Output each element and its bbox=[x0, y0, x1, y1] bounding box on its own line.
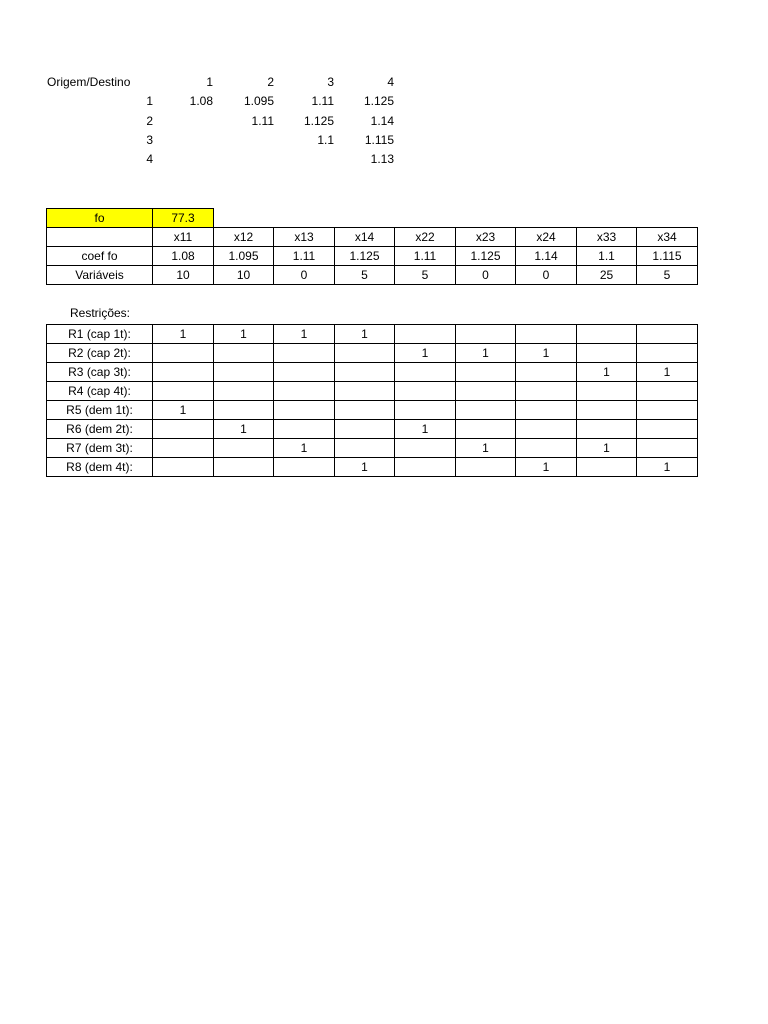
matrix-row-label: 2 bbox=[146, 114, 153, 128]
constraint-cell[interactable] bbox=[637, 344, 698, 363]
variable-cell[interactable]: 10 bbox=[214, 266, 274, 285]
variables-label[interactable]: Variáveis bbox=[47, 266, 153, 285]
constraint-cell[interactable] bbox=[577, 420, 637, 439]
constraint-cell[interactable]: 1 bbox=[153, 325, 214, 344]
constraint-cell[interactable] bbox=[456, 363, 516, 382]
constraint-cell[interactable] bbox=[153, 363, 214, 382]
constraint-cell[interactable] bbox=[274, 458, 335, 477]
matrix-cell: 1.11 bbox=[251, 114, 274, 128]
constraint-label[interactable]: R5 (dem 1t): bbox=[47, 401, 153, 420]
constraint-cell[interactable] bbox=[214, 458, 274, 477]
var-names-row bbox=[47, 228, 698, 247]
constraint-cell[interactable] bbox=[577, 401, 637, 420]
var-name-cell[interactable]: x34 bbox=[637, 228, 698, 247]
matrix-corner-label: Origem/Destino bbox=[47, 75, 131, 89]
variables-row bbox=[47, 266, 698, 285]
constraint-cell[interactable]: 1 bbox=[516, 458, 577, 477]
constraint-cell[interactable] bbox=[577, 458, 637, 477]
coef-cell[interactable]: 1.11 bbox=[395, 247, 456, 266]
var-name-cell[interactable]: x13 bbox=[274, 228, 335, 247]
constraint-cell[interactable] bbox=[214, 401, 274, 420]
constraint-cell[interactable] bbox=[456, 325, 516, 344]
coef-cell[interactable]: 1.125 bbox=[456, 247, 516, 266]
var-name-cell[interactable]: x12 bbox=[214, 228, 274, 247]
constraint-row bbox=[47, 325, 698, 344]
constraint-cell[interactable] bbox=[456, 458, 516, 477]
var-name-cell[interactable]: x11 bbox=[153, 228, 214, 247]
matrix-cell: 1.14 bbox=[370, 114, 394, 128]
constraint-cell[interactable] bbox=[214, 382, 274, 401]
constraint-cell[interactable] bbox=[214, 344, 274, 363]
constraint-cell[interactable] bbox=[153, 458, 214, 477]
matrix-cell bbox=[274, 150, 334, 169]
constraint-row bbox=[47, 420, 698, 439]
constraint-row bbox=[47, 458, 698, 477]
constraint-cell[interactable] bbox=[395, 382, 456, 401]
matrix-cell bbox=[153, 112, 213, 131]
constraint-cell[interactable] bbox=[395, 439, 456, 458]
var-name-cell[interactable]: x33 bbox=[577, 228, 637, 247]
constraint-cell[interactable] bbox=[335, 382, 395, 401]
constraint-row bbox=[47, 382, 698, 401]
coef-cell[interactable]: 1.1 bbox=[577, 247, 637, 266]
variable-cell[interactable]: 5 bbox=[395, 266, 456, 285]
constraint-cell[interactable] bbox=[577, 344, 637, 363]
fo-row bbox=[47, 209, 698, 228]
matrix-row-label: 4 bbox=[146, 152, 153, 166]
constraint-cell[interactable] bbox=[153, 382, 214, 401]
constraint-label[interactable]: R4 (cap 4t): bbox=[47, 382, 153, 401]
var-name-cell[interactable]: x22 bbox=[395, 228, 456, 247]
constraint-cell[interactable] bbox=[577, 325, 637, 344]
constraint-cell[interactable] bbox=[577, 382, 637, 401]
matrix-cell bbox=[214, 150, 274, 169]
constraint-cell[interactable] bbox=[456, 382, 516, 401]
variable-cell[interactable]: 5 bbox=[335, 266, 395, 285]
constraint-cell[interactable] bbox=[153, 344, 214, 363]
blank-cell[interactable] bbox=[47, 228, 153, 247]
matrix-cell: 1.11 bbox=[311, 94, 334, 108]
matrix-cell: 1.095 bbox=[243, 94, 274, 108]
constraint-cell[interactable] bbox=[516, 363, 577, 382]
constraint-cell[interactable]: 1 bbox=[637, 458, 698, 477]
coef-label[interactable]: coef fo bbox=[47, 247, 153, 266]
constraint-cell[interactable] bbox=[335, 401, 395, 420]
constraint-cell[interactable]: 1 bbox=[516, 344, 577, 363]
matrix-cell: 1.115 bbox=[364, 133, 394, 147]
constraint-cell[interactable]: 1 bbox=[577, 439, 637, 458]
fo-label[interactable]: fo bbox=[47, 209, 153, 228]
matrix-col-header: 4 bbox=[387, 75, 394, 89]
coef-cell[interactable]: 1.115 bbox=[637, 247, 698, 266]
constraint-cell[interactable]: 1 bbox=[335, 325, 395, 344]
constraint-label[interactable]: R2 (cap 2t): bbox=[47, 344, 153, 363]
constraint-cell[interactable]: 1 bbox=[214, 420, 274, 439]
constraint-cell[interactable] bbox=[274, 401, 335, 420]
coef-cell[interactable]: 1.125 bbox=[335, 247, 395, 266]
constraint-cell[interactable]: 1 bbox=[335, 458, 395, 477]
constraint-label[interactable]: R1 (cap 1t): bbox=[47, 325, 153, 344]
constraint-cell[interactable] bbox=[456, 420, 516, 439]
constraint-cell[interactable] bbox=[516, 401, 577, 420]
matrix-col-header: 1 bbox=[206, 75, 213, 89]
coef-row bbox=[47, 247, 698, 266]
constraint-cell[interactable]: 1 bbox=[395, 344, 456, 363]
constraint-cell[interactable] bbox=[637, 401, 698, 420]
fo-value[interactable]: 77.3 bbox=[153, 209, 214, 228]
constraint-cell[interactable]: 1 bbox=[153, 401, 214, 420]
var-name-cell[interactable]: x24 bbox=[516, 228, 577, 247]
matrix-cell: 1.08 bbox=[189, 94, 213, 108]
constraint-cell[interactable] bbox=[274, 420, 335, 439]
matrix-cell: 1.125 bbox=[363, 94, 394, 108]
constraint-cell[interactable] bbox=[335, 363, 395, 382]
constraint-cell[interactable]: 1 bbox=[274, 439, 335, 458]
matrix-cell: 1.125 bbox=[303, 114, 334, 128]
matrix-cell bbox=[153, 131, 213, 150]
constraint-cell[interactable] bbox=[153, 420, 214, 439]
coef-cell[interactable]: 1.095 bbox=[214, 247, 274, 266]
constraint-label[interactable]: R6 (dem 2t): bbox=[47, 420, 153, 439]
constraint-row bbox=[47, 401, 698, 420]
constraint-cell[interactable]: 1 bbox=[456, 344, 516, 363]
constraint-cell[interactable] bbox=[637, 382, 698, 401]
coef-cell[interactable]: 1.08 bbox=[153, 247, 214, 266]
constraint-label[interactable]: R7 (dem 3t): bbox=[47, 439, 153, 458]
constraint-cell[interactable] bbox=[395, 363, 456, 382]
variable-cell[interactable]: 25 bbox=[577, 266, 637, 285]
variable-cell[interactable]: 0 bbox=[456, 266, 516, 285]
matrix-row-label: 3 bbox=[146, 133, 153, 147]
matrix-cell: 1.13 bbox=[370, 152, 394, 166]
constraint-cell[interactable] bbox=[516, 420, 577, 439]
coef-cell[interactable]: 1.14 bbox=[516, 247, 577, 266]
constraint-cell[interactable]: 1 bbox=[637, 363, 698, 382]
constraint-cell[interactable]: 1 bbox=[456, 439, 516, 458]
constraint-cell[interactable] bbox=[335, 344, 395, 363]
constraint-cell[interactable] bbox=[456, 401, 516, 420]
constraint-cell[interactable] bbox=[395, 401, 456, 420]
matrix-cell bbox=[214, 131, 274, 150]
constraint-cell[interactable] bbox=[153, 439, 214, 458]
matrix-col-header: 3 bbox=[327, 75, 334, 89]
constraints-table bbox=[46, 324, 698, 477]
var-name-cell[interactable]: x14 bbox=[335, 228, 395, 247]
constraint-cell[interactable] bbox=[637, 439, 698, 458]
constraint-cell[interactable]: 1 bbox=[274, 325, 335, 344]
constraint-cell[interactable] bbox=[516, 439, 577, 458]
constraint-label[interactable]: R3 (cap 3t): bbox=[47, 363, 153, 382]
var-name-cell[interactable]: x23 bbox=[456, 228, 516, 247]
matrix-cell: 1.1 bbox=[317, 133, 334, 147]
variable-cell[interactable]: 10 bbox=[153, 266, 214, 285]
constraint-cell[interactable] bbox=[395, 325, 456, 344]
constraint-row bbox=[47, 439, 698, 458]
constraint-cell[interactable] bbox=[335, 439, 395, 458]
constraint-label[interactable]: R8 (dem 4t): bbox=[47, 458, 153, 477]
constraint-cell[interactable] bbox=[214, 363, 274, 382]
constraint-cell[interactable] bbox=[637, 420, 698, 439]
constraint-cell[interactable]: 1 bbox=[577, 363, 637, 382]
variable-cell[interactable]: 0 bbox=[274, 266, 335, 285]
objective-table bbox=[46, 208, 698, 285]
constraint-cell[interactable] bbox=[637, 325, 698, 344]
constraint-cell[interactable] bbox=[395, 458, 456, 477]
variable-cell[interactable]: 0 bbox=[516, 266, 577, 285]
constraint-cell[interactable]: 1 bbox=[214, 325, 274, 344]
constraint-cell[interactable]: 1 bbox=[395, 420, 456, 439]
constraint-cell[interactable] bbox=[335, 420, 395, 439]
matrix-row-label: 1 bbox=[146, 94, 153, 108]
constraint-cell[interactable] bbox=[274, 344, 335, 363]
constraint-row bbox=[47, 344, 698, 363]
coef-cell[interactable]: 1.11 bbox=[274, 247, 335, 266]
constraint-cell[interactable] bbox=[274, 382, 335, 401]
constraint-cell[interactable] bbox=[516, 325, 577, 344]
constraints-title: Restrições: bbox=[69, 306, 131, 320]
constraint-cell[interactable] bbox=[214, 439, 274, 458]
constraint-cell[interactable] bbox=[274, 363, 335, 382]
constraint-cell[interactable] bbox=[516, 382, 577, 401]
matrix-col-header: 2 bbox=[267, 75, 274, 89]
matrix-cell bbox=[153, 150, 213, 169]
variable-cell[interactable]: 5 bbox=[637, 266, 698, 285]
constraint-row bbox=[47, 363, 698, 382]
